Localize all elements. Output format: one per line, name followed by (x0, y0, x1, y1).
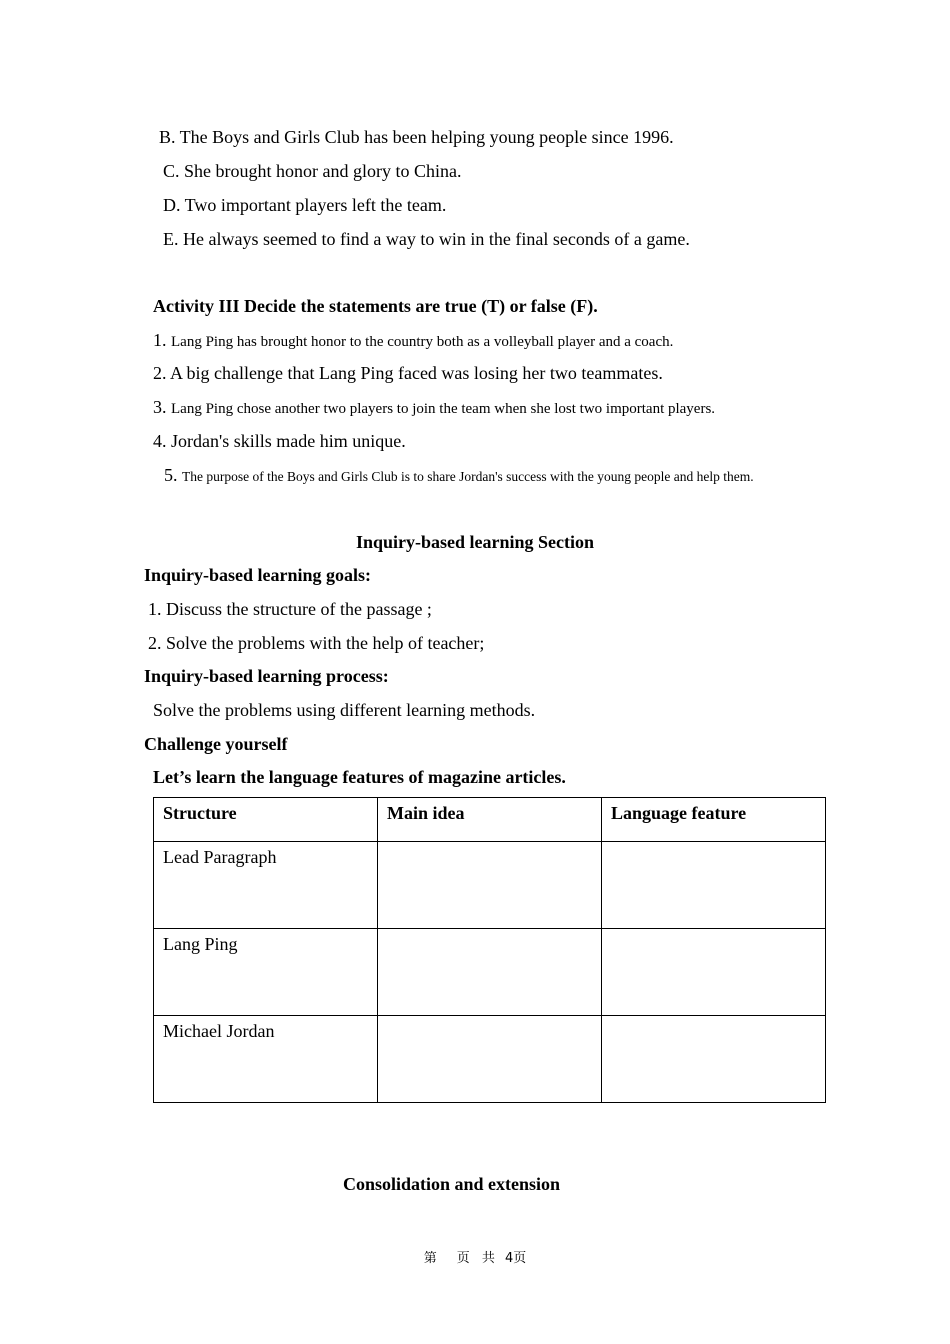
inquiry-section-title: Inquiry-based learning Section (355, 532, 595, 552)
statement-number: 1. (153, 330, 167, 350)
statement-number: 2. (153, 363, 167, 383)
table-header-row (154, 798, 826, 842)
table-row (154, 1016, 826, 1103)
goals-heading: Inquiry-based learning goals: (144, 565, 372, 585)
cell-main-idea[interactable] (378, 929, 602, 1016)
table-intro: Let’s learn the language features of magazine articles. (153, 767, 566, 787)
consolidation-heading: Consolidation and extension (342, 1174, 561, 1194)
statement-text: The purpose of the Boys and Girls Club is to share Jordan's success with the young people and help them. (182, 469, 754, 484)
option-c: C. She brought honor and glory to China. (163, 161, 462, 181)
process-text: Solve the problems using different learning methods. (153, 700, 536, 720)
statement-text: A big challenge that Lang Ping faced was losing her two teammates. (170, 363, 663, 383)
cell-structure: Michael Jordan (154, 1016, 378, 1103)
option-b: B. The Boys and Girls Club has been helping young people since 1996. (159, 127, 674, 147)
statement-2 (153, 362, 663, 384)
statement-number: 4. (153, 431, 167, 451)
header-language-feature: Language feature (602, 798, 826, 842)
statement-text: Jordan's skills made him unique. (171, 431, 406, 451)
statement-number: 5. (164, 465, 178, 485)
statement-number: 3. (153, 397, 167, 417)
language-features-table (153, 797, 826, 1103)
activity3-heading: Activity III Decide the statements are true (T) or false (F). (153, 296, 598, 316)
cell-language-feature[interactable] (602, 1016, 826, 1103)
cell-main-idea[interactable] (378, 1016, 602, 1103)
footer-total-pages: 4 (505, 1251, 514, 1266)
footer-char: 页 (456, 1251, 470, 1266)
header-structure: Structure (154, 798, 378, 842)
goal-2: 2. Solve the problems with the help of teacher; (148, 633, 485, 653)
goal-1: 1. Discuss the structure of the passage ; (148, 599, 432, 619)
option-d: D. Two important players left the team. (163, 195, 447, 215)
header-main-idea: Main idea (378, 798, 602, 842)
footer-char: 页 (513, 1251, 527, 1266)
cell-language-feature[interactable] (602, 842, 826, 929)
cell-main-idea[interactable] (378, 842, 602, 929)
statement-5 (164, 464, 754, 488)
table-row (154, 929, 826, 1016)
footer-char: 共 (481, 1251, 495, 1266)
statement-text: Lang Ping chose another two players to join the team when she lost two important players. (171, 401, 716, 417)
table-row (154, 842, 826, 929)
statement-3 (153, 396, 715, 420)
statement-text: Lang Ping has brought honor to the country both as a volleyball player and a coach. (171, 334, 674, 350)
challenge-heading: Challenge yourself (144, 734, 288, 754)
footer-char: 第 (423, 1251, 437, 1266)
cell-structure: Lead Paragraph (154, 842, 378, 929)
cell-structure: Lang Ping (154, 929, 378, 1016)
page-footer (0, 1247, 950, 1266)
cell-language-feature[interactable] (602, 929, 826, 1016)
statement-4 (153, 430, 406, 452)
option-e: E. He always seemed to find a way to win in the final seconds of a game. (163, 229, 690, 249)
process-heading: Inquiry-based learning process: (144, 666, 389, 686)
statement-1 (153, 329, 673, 353)
